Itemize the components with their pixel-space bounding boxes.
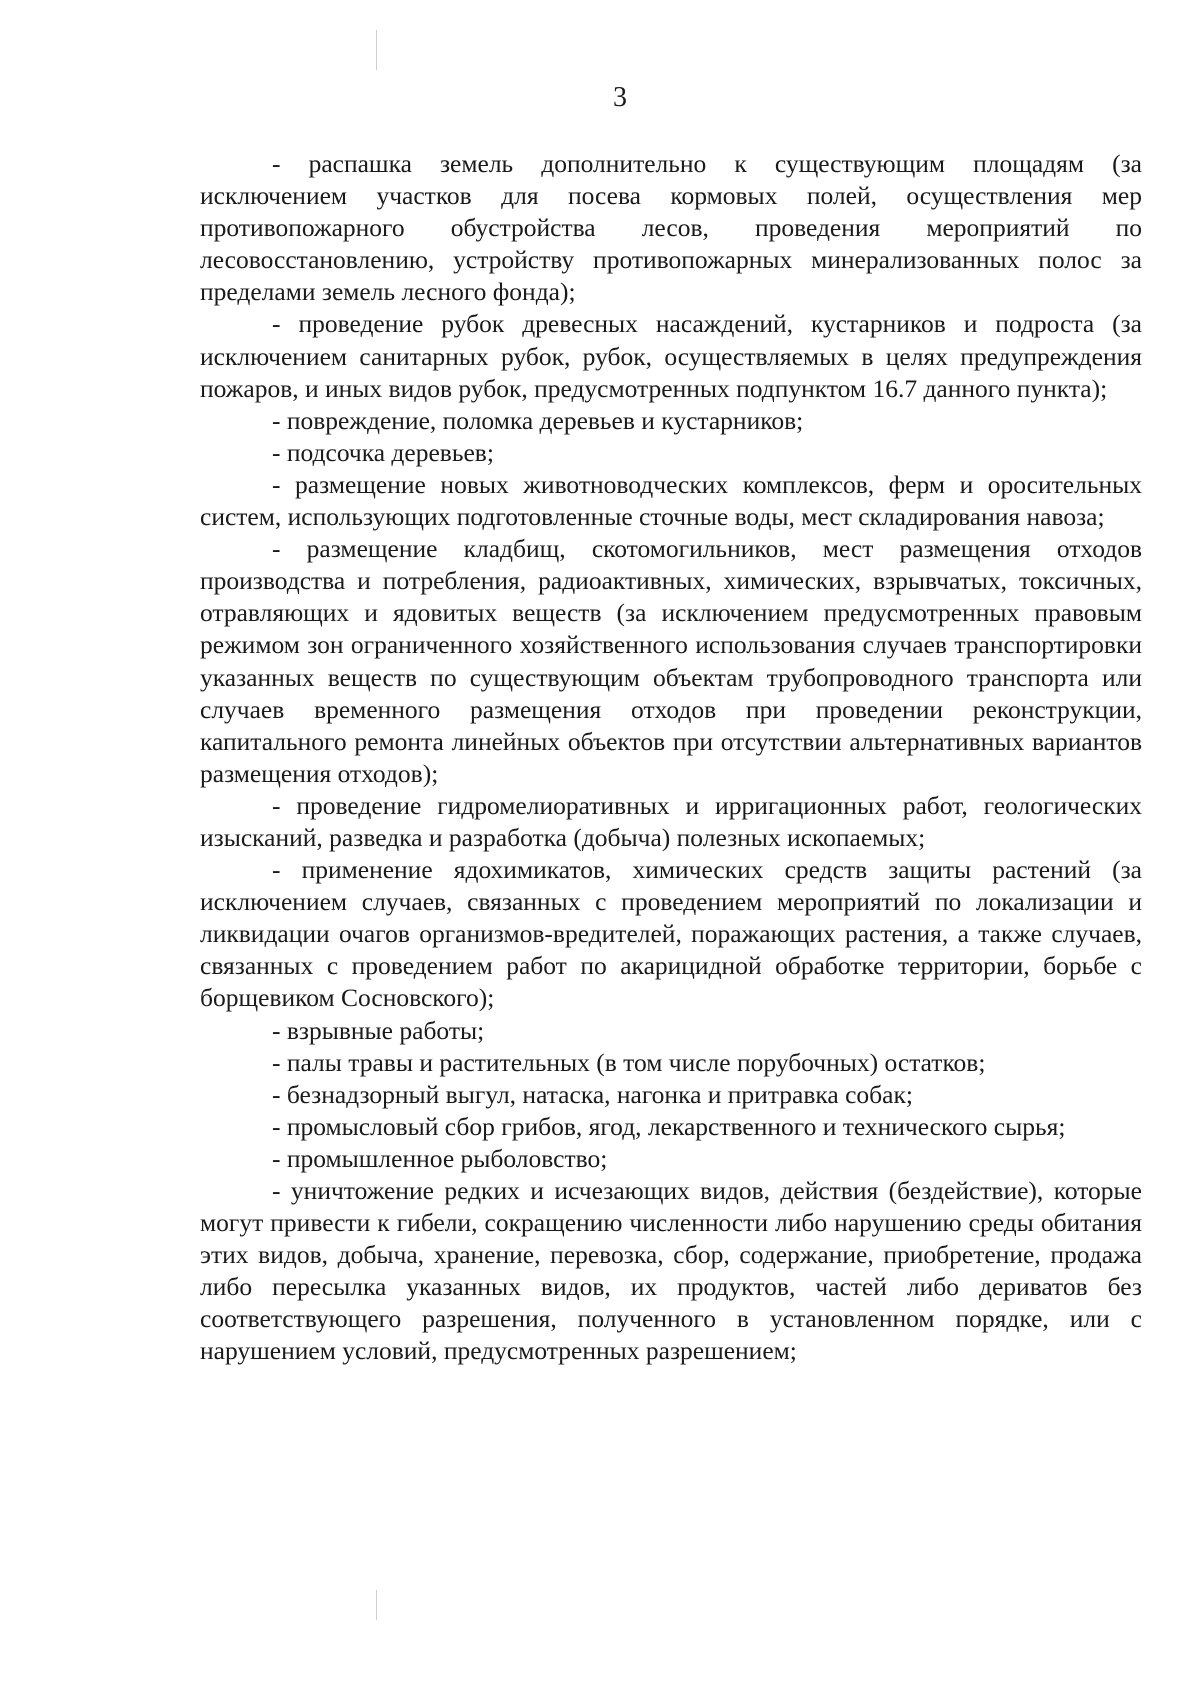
- list-item: - повреждение, поломка деревьев и кустарников;: [272, 405, 804, 435]
- list-item: - палы травы и растительных (в том числе порубочных) остатков;: [272, 1047, 986, 1077]
- list-item: - уничтожение редких и исчезающих видов, действия (бездействие), которые могут привести к гибели, сокращению численности либо нарушению среды обитания этих видов, добыча, хранение, перевозка, сбор, содержание, приобретение, продажа либо пересылка указанных видов, их продуктов, частей либо дериватов без соответствующего разрешения, полученного в установленном порядке, или с нарушением условий, предусмотренных разрешением;: [200, 1176, 1142, 1366]
- list-item: - взрывные работы;: [272, 1015, 485, 1045]
- list-item: - размещение новых животноводческих комплексов, ферм и оросительных систем, использующих подготовленные сточные воды, мест складирования навоза;: [200, 469, 1142, 532]
- list-item: - применение ядохимикатов, химических средств защиты растений (за исключением случаев, связанных с проведением мероприятий по локализации и ликвидации очагов организмов-вредителей, поражающих растения, а также случаев, связанных с проведением работ по акарицидной обработке территории, борьбе с борщевиком Сосновского);: [200, 855, 1142, 1013]
- list-item: - безнадзорный выгул, натаска, нагонка и притравка собак;: [272, 1079, 913, 1109]
- list-item: - распашка земель дополнительно к существующим площадям (за исключением участков для посева кормовых полей, осуществления мер противопожарного обустройства лесов, проведения мероприятий по лесовосстановлению, устройству противопожарных минерализованных полос за пределами земель лесного фонда);: [200, 149, 1142, 307]
- list-item: - размещение кладбищ, скотомогильников, мест размещения отходов производства и потребления, радиоактивных, химических, взрывчатых, токсичных, отравляющих и ядовитых веществ (за исключением предусмотренных правовым режимом зон ограниченного хозяйственного использования случаев транспортировки указанных веществ по существующим объектам трубопроводного транспорта или случаев временного размещения отходов при проведении реконструкции, капитального ремонта линейных объектов при отсутствии альтернативных вариантов размещения отходов);: [200, 534, 1142, 788]
- document-body: [200, 148, 1142, 1368]
- scan-artifact-line: [376, 30, 377, 70]
- list-item: - проведение гидромелиоративных и ирригационных работ, геологических изысканий, разведка и разработка (добыча) полезных ископаемых;: [200, 790, 1142, 852]
- scan-artifact-line: [376, 1590, 377, 1620]
- list-item: - промысловый сбор грибов, ягод, лекарственного и технического сырья;: [272, 1111, 1066, 1141]
- list-item: - подсочка деревьев;: [272, 437, 494, 467]
- list-item: - проведение рубок древесных насаждений, кустарников и подроста (за исключением санитарных рубок, рубок, осуществляемых в целях предупреждения пожаров, и иных видов рубок, предусмотренных подпунктом 16.7 данного пункта);: [200, 309, 1142, 403]
- page-number: 3: [613, 82, 627, 113]
- list-item: - промышленное рыболовство;: [272, 1143, 608, 1173]
